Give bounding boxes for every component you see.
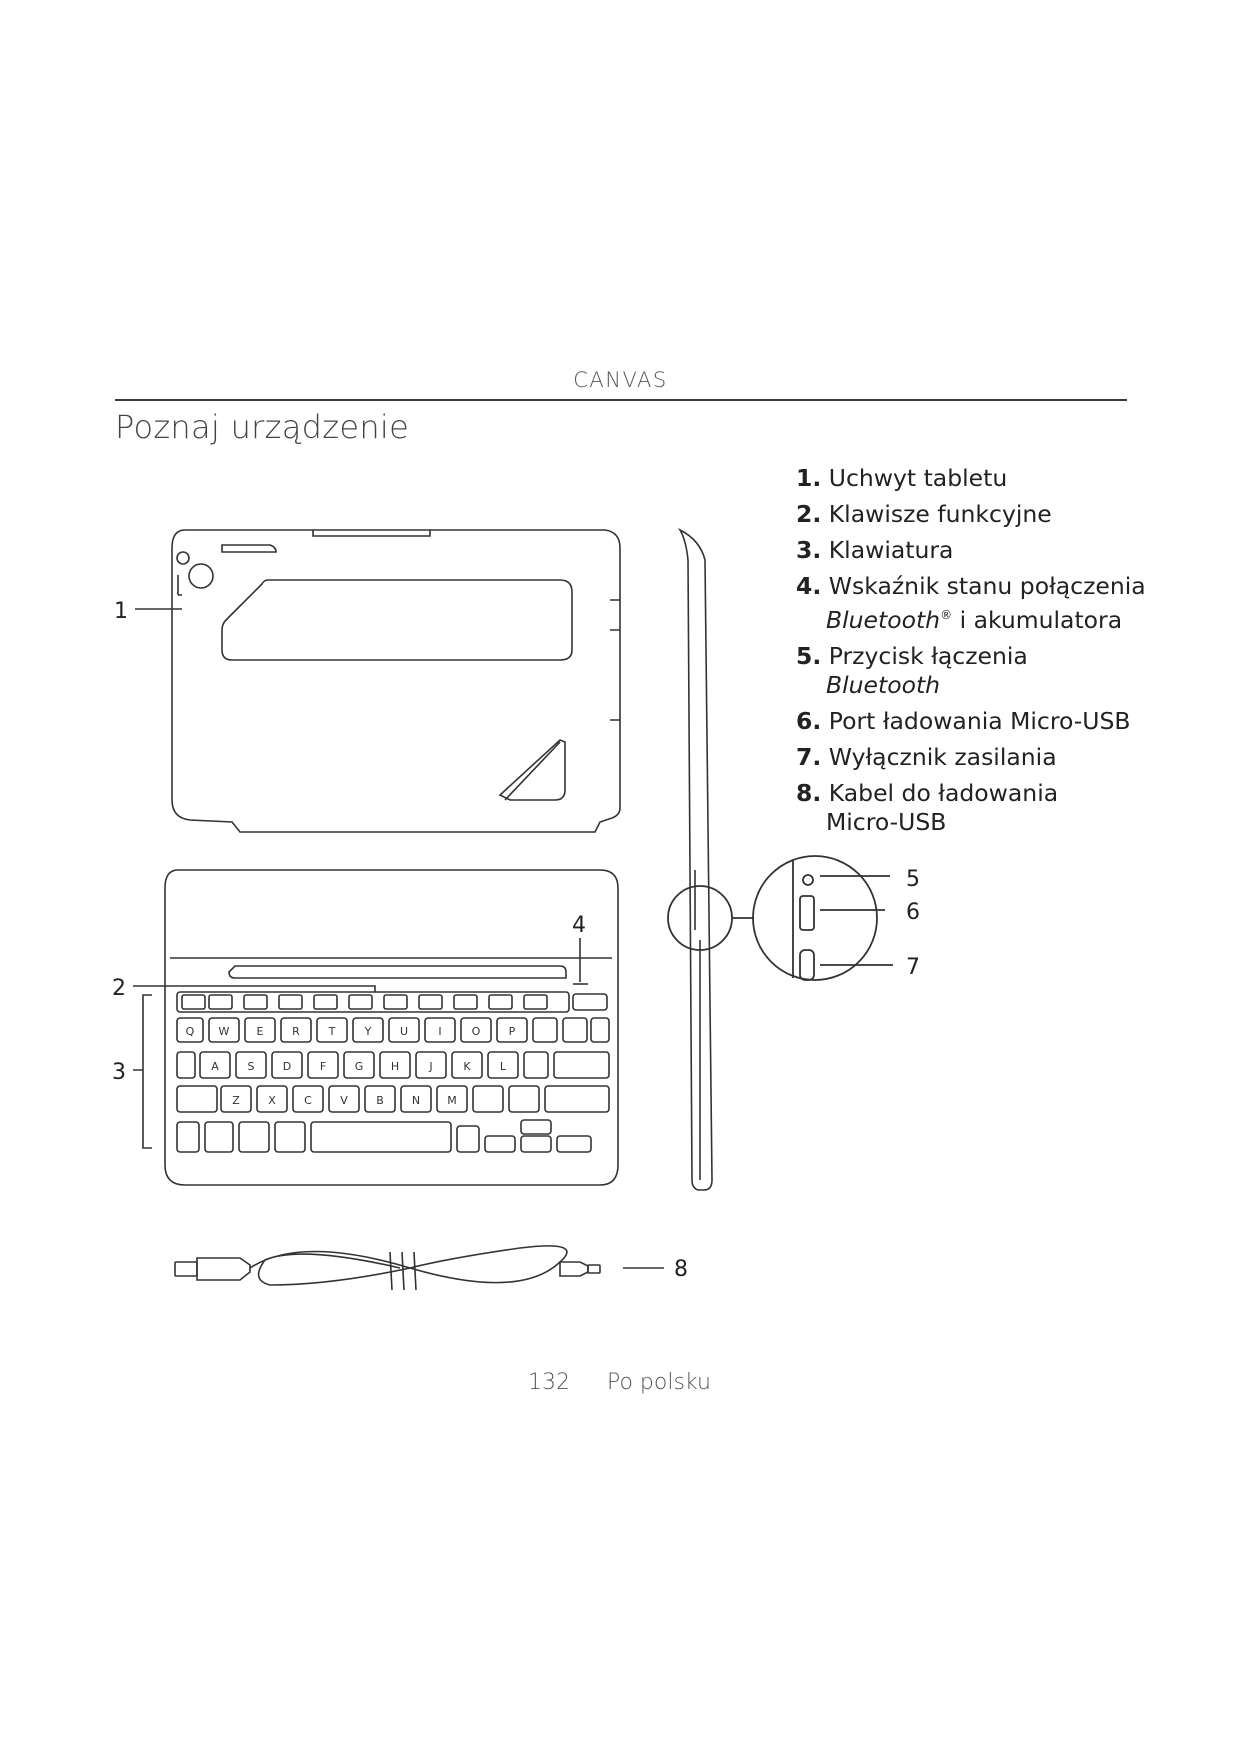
usb-cable: [175, 1246, 600, 1290]
key-c: C: [304, 1094, 312, 1107]
callout-5: 5: [906, 867, 920, 892]
legend-number: 2.: [796, 500, 822, 528]
micro-usb-port: [800, 896, 814, 930]
key-b: B: [376, 1094, 384, 1107]
legend-text: Wskaźnik stanu połączenia: [828, 572, 1146, 600]
holder-cutout: [222, 580, 572, 660]
key-m: M: [447, 1094, 457, 1107]
keyboard-row-q: [177, 1018, 609, 1042]
side-profile: [680, 530, 712, 1190]
bluetooth-connect-button: [803, 875, 813, 885]
legend-number: 8.: [796, 778, 822, 807]
legend-text: Klawisze funkcyjne: [828, 500, 1052, 528]
legend-sup: ®: [940, 608, 953, 622]
legend-number: 7.: [796, 742, 822, 771]
key-i: I: [438, 1025, 442, 1038]
legend-number: 4.: [796, 572, 822, 600]
holder-cutout: [500, 740, 565, 800]
key-u: U: [399, 1025, 409, 1038]
key-n: N: [411, 1094, 421, 1107]
legend-number: 1.: [796, 464, 822, 492]
key-v: V: [340, 1094, 348, 1107]
legend-rest: Micro-USB: [826, 807, 947, 836]
key-q: Q: [185, 1025, 195, 1038]
keyboard-row-z: [177, 1086, 609, 1112]
legend-italic: Bluetooth: [826, 605, 941, 634]
key-r: R: [292, 1025, 300, 1038]
key-e: E: [256, 1025, 264, 1038]
callout-lines: [133, 609, 664, 1268]
callout-8: 8: [674, 1257, 688, 1282]
callout-1: 1: [114, 599, 128, 624]
key-j: J: [429, 1060, 433, 1073]
legend-number: 3.: [796, 536, 822, 564]
function-keys-row: [177, 992, 607, 1012]
power-switch: [800, 950, 814, 980]
port-detail: [668, 856, 893, 980]
key-o: O: [471, 1025, 481, 1038]
legend-text: Uchwyt tabletu: [828, 464, 1008, 492]
legend-text: Port ładowania Micro-USB: [828, 706, 1131, 735]
key-z: Z: [232, 1094, 240, 1107]
key-t: T: [328, 1025, 336, 1038]
key-g: G: [354, 1060, 364, 1073]
key-k: K: [463, 1060, 471, 1073]
key-h: H: [390, 1060, 400, 1073]
key-y: Y: [364, 1025, 372, 1038]
footer-language: Po polsku: [607, 1370, 711, 1395]
key-a: A: [211, 1060, 219, 1073]
legend-italic: Bluetooth: [826, 670, 941, 699]
legend-text: Przycisk łączenia: [828, 641, 1028, 670]
key-f: F: [319, 1060, 327, 1073]
key-labels: [186, 1025, 516, 1107]
key-l: L: [499, 1060, 507, 1073]
page-title: Poznaj urządzenie: [115, 408, 410, 446]
legend-text: Klawiatura: [828, 536, 954, 564]
key-s: S: [247, 1060, 255, 1073]
key-p: P: [508, 1025, 516, 1038]
key-d: D: [282, 1060, 292, 1073]
legend-rest: i akumulatora: [952, 605, 1123, 634]
callout-2: 2: [112, 976, 126, 1001]
keyboard-row-bottom: [177, 1120, 591, 1152]
callout-7: 7: [906, 955, 920, 980]
key-x: X: [268, 1094, 276, 1107]
legend-number: 6.: [796, 706, 822, 735]
callout-3: 3: [112, 1060, 126, 1085]
header-label: CANVAS: [573, 368, 668, 392]
legend-number: 5.: [796, 641, 822, 670]
page-number: 132: [528, 1370, 570, 1395]
tablet-holder: [172, 530, 620, 832]
key-w: W: [218, 1025, 230, 1038]
legend-text: Wyłącznik zasilania: [828, 742, 1057, 771]
callout-6: 6: [906, 900, 920, 925]
legend-text: Kabel do ładowania: [828, 778, 1059, 807]
callout-4: 4: [572, 913, 586, 938]
